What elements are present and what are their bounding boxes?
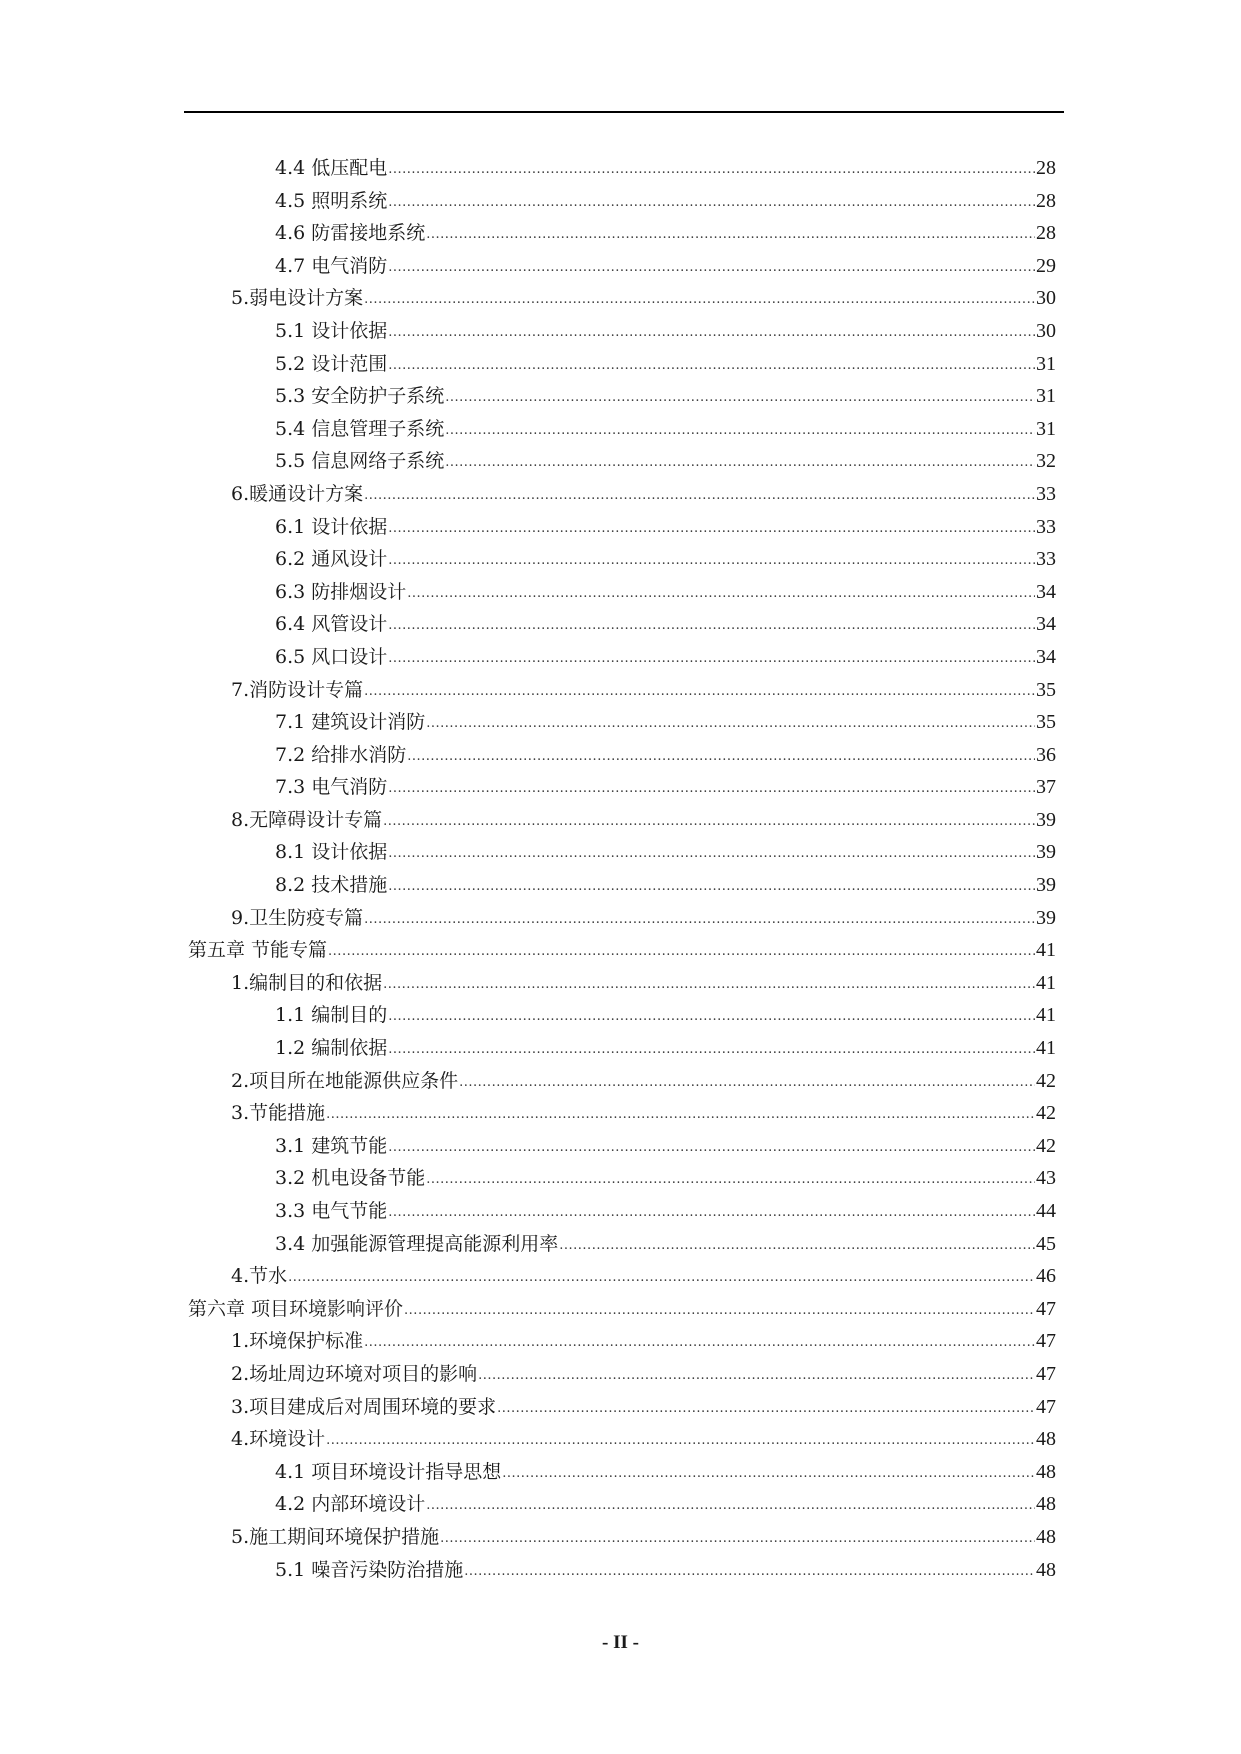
toc-entry-title: 3.4 加强能源管理提高能源利用率 xyxy=(275,1232,559,1255)
toc-entry[interactable] xyxy=(188,674,1056,707)
toc-entry[interactable] xyxy=(188,608,1056,641)
toc-dot-leader xyxy=(388,347,1035,383)
toc-entry-page-number: 41 xyxy=(1036,1004,1056,1027)
toc-entry-page-number: 31 xyxy=(1036,385,1056,408)
toc-entry[interactable] xyxy=(188,1423,1056,1456)
toc-entry-title: 4.7 电气消防 xyxy=(275,254,388,277)
toc-dot-leader xyxy=(388,510,1035,546)
toc-entry[interactable] xyxy=(188,706,1056,739)
toc-dot-leader xyxy=(388,868,1035,904)
toc-entry[interactable] xyxy=(188,282,1056,315)
toc-entry-page-number: 42 xyxy=(1036,1069,1056,1092)
toc-entry-title: 4.环境设计 xyxy=(231,1428,326,1451)
toc-dot-leader xyxy=(426,705,1035,741)
toc-entry[interactable] xyxy=(188,999,1056,1032)
toc-entry-page-number: 45 xyxy=(1036,1232,1056,1255)
toc-entry-title: 7.1 建筑设计消防 xyxy=(275,711,426,734)
toc-dot-leader xyxy=(445,379,1035,415)
toc-entry[interactable] xyxy=(188,511,1056,544)
toc-entry[interactable] xyxy=(188,348,1056,381)
toc-dot-leader xyxy=(383,803,1035,839)
toc-entry[interactable] xyxy=(188,1162,1056,1195)
toc-dot-leader xyxy=(426,1161,1035,1197)
toc-entry-page-number: 43 xyxy=(1036,1167,1056,1190)
toc-dot-leader xyxy=(388,151,1035,187)
toc-entry-title: 6.2 通风设计 xyxy=(275,548,388,571)
toc-entry-title: 5.5 信息网络子系统 xyxy=(275,450,445,473)
toc-dot-leader xyxy=(388,542,1035,578)
toc-entry-page-number: 44 xyxy=(1036,1200,1056,1222)
toc-entry-title: 5.弱电设计方案 xyxy=(231,287,364,310)
toc-dot-leader xyxy=(445,412,1035,448)
toc-dot-leader xyxy=(364,281,1035,317)
toc-dot-leader xyxy=(497,1390,1035,1426)
toc-entry-page-number: 33 xyxy=(1036,515,1056,538)
toc-entry[interactable] xyxy=(188,1097,1056,1130)
toc-entry-title: 第六章 项目环境影响评价 xyxy=(188,1297,404,1320)
toc-entry-page-number: 33 xyxy=(1036,548,1056,571)
toc-entry-page-number: 47 xyxy=(1036,1297,1056,1320)
toc-entry-title: 4.5 照明系统 xyxy=(275,189,388,212)
toc-entry-title: 3.3 电气节能 xyxy=(275,1200,388,1222)
toc-dot-leader xyxy=(388,998,1035,1034)
toc-entry-title: 第五章 节能专篇 xyxy=(188,939,328,962)
toc-entry[interactable] xyxy=(188,641,1056,674)
toc-dot-leader xyxy=(388,314,1035,350)
toc-entry[interactable] xyxy=(188,543,1056,576)
toc-entry-page-number: 47 xyxy=(1036,1330,1056,1353)
toc-entry-title: 5.2 设计范围 xyxy=(275,352,388,375)
toc-entry-page-number: 28 xyxy=(1036,189,1056,212)
toc-dot-leader xyxy=(388,770,1035,806)
toc-dot-leader xyxy=(383,966,1035,1002)
toc-dot-leader xyxy=(364,1324,1035,1360)
toc-entry[interactable] xyxy=(188,315,1056,348)
toc-entry-page-number: 35 xyxy=(1036,711,1056,734)
toc-entry[interactable] xyxy=(188,804,1056,837)
toc-entry-page-number: 39 xyxy=(1036,906,1056,929)
toc-entry-title: 3.1 建筑节能 xyxy=(275,1134,388,1157)
toc-entry-page-number: 41 xyxy=(1036,971,1056,994)
toc-entry-title: 5.1 噪音污染防治措施 xyxy=(275,1558,464,1581)
toc-dot-leader xyxy=(388,835,1035,871)
toc-entry[interactable] xyxy=(188,902,1056,935)
toc-entry[interactable] xyxy=(188,1195,1056,1228)
toc-entry[interactable] xyxy=(188,1456,1056,1489)
toc-entry-page-number: 36 xyxy=(1036,743,1056,766)
toc-entry[interactable] xyxy=(188,869,1056,902)
toc-entry[interactable] xyxy=(188,1260,1056,1293)
toc-entry[interactable] xyxy=(188,1130,1056,1163)
toc-entry-page-number: 47 xyxy=(1036,1362,1056,1385)
toc-entry[interactable] xyxy=(188,1554,1056,1587)
header-rule xyxy=(184,111,1064,113)
toc-dot-leader xyxy=(364,901,1035,937)
table-of-contents xyxy=(188,152,1056,1586)
toc-dot-leader xyxy=(440,1520,1035,1556)
toc-entry[interactable] xyxy=(188,967,1056,1000)
toc-entry-title: 7.3 电气消防 xyxy=(275,776,388,799)
toc-entry-page-number: 48 xyxy=(1036,1493,1056,1516)
toc-entry-title: 4.6 防雷接地系统 xyxy=(275,222,426,245)
toc-entry[interactable] xyxy=(188,739,1056,772)
toc-entry-page-number: 33 xyxy=(1036,482,1056,505)
toc-entry-title: 5.1 设计依据 xyxy=(275,319,388,342)
toc-dot-leader xyxy=(388,1129,1035,1165)
toc-entry-page-number: 42 xyxy=(1036,1134,1056,1157)
toc-entry-page-number: 47 xyxy=(1036,1395,1056,1418)
toc-entry-title: 2.场址周边环境对项目的影响 xyxy=(231,1362,478,1385)
toc-dot-leader xyxy=(364,673,1035,709)
toc-entry-title: 1.环境保护标准 xyxy=(231,1330,364,1353)
toc-entry-page-number: 48 xyxy=(1036,1428,1056,1451)
toc-entry-page-number: 37 xyxy=(1036,776,1056,799)
toc-entry-page-number: 48 xyxy=(1036,1460,1056,1483)
toc-entry[interactable] xyxy=(188,1391,1056,1424)
toc-entry-page-number: 48 xyxy=(1036,1525,1056,1548)
toc-entry[interactable] xyxy=(188,445,1056,478)
toc-dot-leader xyxy=(404,1292,1035,1328)
toc-entry-page-number: 32 xyxy=(1036,450,1056,473)
toc-entry-page-number: 35 xyxy=(1036,678,1056,701)
toc-dot-leader xyxy=(559,1227,1035,1263)
toc-entry-page-number: 41 xyxy=(1036,1037,1056,1060)
toc-entry-title: 2.项目所在地能源供应条件 xyxy=(231,1069,459,1092)
toc-entry-title: 4.2 内部环境设计 xyxy=(275,1493,426,1516)
toc-entry-title: 3.项目建成后对周围环境的要求 xyxy=(231,1395,497,1418)
toc-dot-leader xyxy=(388,640,1035,676)
toc-entry-title: 6.暖通设计方案 xyxy=(231,482,364,505)
toc-entry[interactable] xyxy=(188,185,1056,218)
toc-entry-page-number: 42 xyxy=(1036,1102,1056,1125)
toc-entry-page-number: 31 xyxy=(1036,417,1056,440)
toc-entry-page-number: 28 xyxy=(1036,222,1056,245)
toc-entry-title: 4.1 项目环境设计指导思想 xyxy=(275,1460,502,1483)
toc-dot-leader xyxy=(478,1357,1035,1393)
toc-dot-leader xyxy=(364,477,1035,513)
toc-entry-title: 5.4 信息管理子系统 xyxy=(275,417,445,440)
toc-entry-title: 4.节水 xyxy=(231,1265,288,1288)
toc-entry-title: 8.无障碍设计专篇 xyxy=(231,808,383,831)
toc-entry-page-number: 39 xyxy=(1036,808,1056,831)
toc-dot-leader xyxy=(426,216,1035,252)
toc-entry-page-number: 48 xyxy=(1036,1558,1056,1581)
toc-entry-title: 5.3 安全防护子系统 xyxy=(275,385,445,408)
toc-entry[interactable] xyxy=(188,413,1056,446)
toc-entry[interactable] xyxy=(188,152,1056,185)
toc-entry-title: 6.3 防排烟设计 xyxy=(275,580,407,603)
toc-entry[interactable] xyxy=(188,1293,1056,1326)
toc-entry[interactable] xyxy=(188,1228,1056,1261)
toc-dot-leader xyxy=(407,738,1035,774)
toc-entry-page-number: 30 xyxy=(1036,287,1056,310)
toc-dot-leader xyxy=(328,933,1035,969)
toc-entry[interactable] xyxy=(188,380,1056,413)
toc-dot-leader xyxy=(445,444,1035,480)
toc-entry-title: 6.1 设计依据 xyxy=(275,515,388,538)
toc-dot-leader xyxy=(388,607,1035,643)
toc-entry-page-number: 34 xyxy=(1036,645,1056,668)
toc-entry-title: 5.施工期间环境保护措施 xyxy=(231,1525,440,1548)
toc-entry-page-number: 34 xyxy=(1036,613,1056,636)
toc-entry[interactable] xyxy=(188,217,1056,250)
toc-entry-title: 6.5 风口设计 xyxy=(275,645,388,668)
toc-dot-leader xyxy=(426,1487,1035,1523)
toc-dot-leader xyxy=(388,1194,1035,1230)
toc-entry[interactable] xyxy=(188,836,1056,869)
toc-entry[interactable] xyxy=(188,1065,1056,1098)
toc-entry-title: 3.节能措施 xyxy=(231,1102,326,1125)
toc-entry-page-number: 29 xyxy=(1036,254,1056,277)
toc-entry-page-number: 30 xyxy=(1036,319,1056,342)
toc-dot-leader xyxy=(407,575,1035,611)
toc-entry-title: 1.1 编制目的 xyxy=(275,1004,388,1027)
toc-entry[interactable] xyxy=(188,1325,1056,1358)
toc-dot-leader xyxy=(288,1259,1035,1295)
toc-entry-title: 8.1 设计依据 xyxy=(275,841,388,864)
toc-dot-leader xyxy=(388,1031,1035,1067)
toc-entry-title: 1.编制目的和依据 xyxy=(231,971,383,994)
toc-entry[interactable] xyxy=(188,1358,1056,1391)
toc-entry-title: 8.2 技术措施 xyxy=(275,874,388,897)
toc-entry[interactable] xyxy=(188,1521,1056,1554)
toc-dot-leader xyxy=(326,1422,1035,1458)
toc-dot-leader xyxy=(502,1455,1035,1491)
toc-entry-page-number: 28 xyxy=(1036,157,1056,179)
toc-entry-page-number: 39 xyxy=(1036,874,1056,897)
toc-entry[interactable] xyxy=(188,1032,1056,1065)
toc-entry-page-number: 34 xyxy=(1036,580,1056,603)
toc-entry-page-number: 41 xyxy=(1036,939,1056,962)
toc-dot-leader xyxy=(464,1553,1035,1589)
toc-entry[interactable] xyxy=(188,478,1056,511)
toc-entry-title: 6.4 风管设计 xyxy=(275,613,388,636)
toc-entry-title: 1.2 编制依据 xyxy=(275,1037,388,1060)
toc-dot-leader xyxy=(326,1096,1035,1132)
toc-entry-page-number: 39 xyxy=(1036,841,1056,864)
toc-entry[interactable] xyxy=(188,934,1056,967)
page-number-footer: - II - xyxy=(602,1632,639,1653)
toc-dot-leader xyxy=(459,1064,1035,1100)
toc-entry-title: 4.4 低压配电 xyxy=(275,157,388,179)
toc-entry-title: 7.2 给排水消防 xyxy=(275,743,407,766)
toc-entry[interactable] xyxy=(188,576,1056,609)
toc-entry-page-number: 31 xyxy=(1036,352,1056,375)
toc-entry-title: 3.2 机电设备节能 xyxy=(275,1167,426,1190)
toc-dot-leader xyxy=(388,249,1035,285)
toc-entry[interactable] xyxy=(188,250,1056,283)
toc-entry-title: 7.消防设计专篇 xyxy=(231,678,364,701)
toc-dot-leader xyxy=(388,184,1035,220)
toc-entry[interactable] xyxy=(188,771,1056,804)
toc-entry-title: 9.卫生防疫专篇 xyxy=(231,906,364,929)
toc-entry[interactable] xyxy=(188,1488,1056,1521)
toc-entry-page-number: 46 xyxy=(1036,1265,1056,1288)
